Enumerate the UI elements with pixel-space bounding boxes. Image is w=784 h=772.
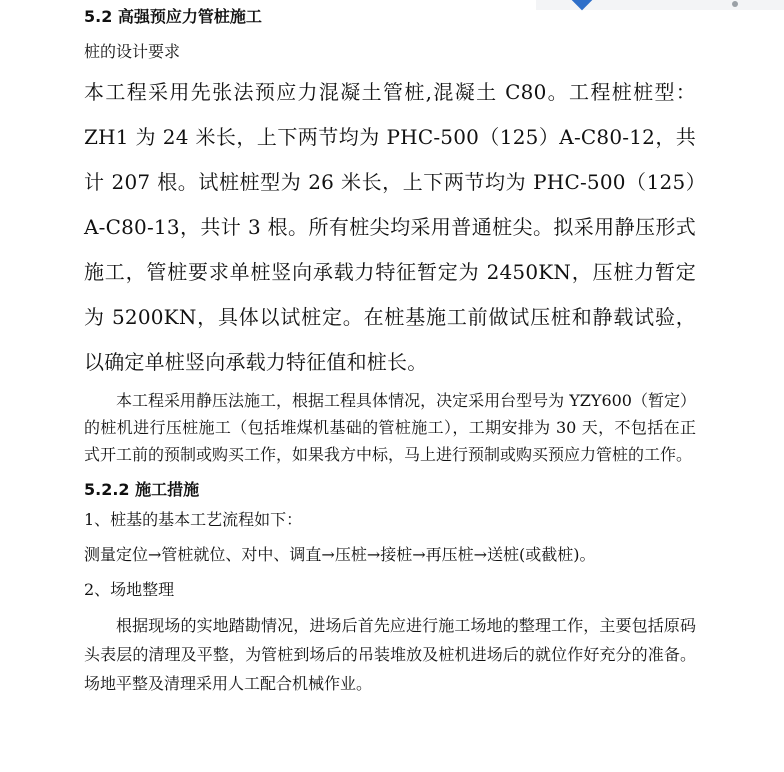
logo-dot-icon (732, 1, 738, 7)
document-page (84, 6, 696, 698)
section-heading: 5.2 高强预应力管桩施工 (84, 7, 262, 26)
process-flow-text: 测量定位→管桩就位、对中、调直→压桩→接桩→再压桩→送桩(或截桩)。 (84, 545, 596, 564)
measures-heading: 5.2.2 施工措施 (84, 480, 200, 499)
construction-method-paragraph: 本工程采用静压法施工，根据工程具体情况，决定采用台型号为 YZY600（暂定）的桩机进行压桩施工（包括堆煤机基础的管桩施工），工期安排为 30 天，不包括在正式开工前的预制或购买工作，如果我方中标，马上进行预制或购买预应力管桩的工作。 (84, 391, 696, 464)
site-preparation-paragraph: 根据现场的实地踏勘情况，进场后首先应进行施工场地的整理工作，主要包括原码头表层的清理及平整，为管桩到场后的吊装堆放及桩机进场后的就位作好充分的准备。场地平整及清理采用人工配合机械作业。 (84, 616, 696, 693)
list-item-site-title: 2、场地整理 (84, 580, 175, 599)
subheading: 桩的设计要求 (84, 42, 181, 61)
design-requirements-paragraph: 本工程采用先张法预应力混凝土管桩,混凝土 C80。工程桩桩型：ZH1 为 24 米长，上下两节均为 PHC-500（125）A-C80-12，共计 207 根。试桩桩型为 26 米长，上下两节均为 PHC-500（125）A-C80-13，共计 3 根。所有桩尖均采用普通桩尖。拟采用静压形式施工，管桩要求单桩竖向承载力特征暂定为 2450KN，压桩力暂定为 5200KN，具体以试桩定。在桩基施工前做试压桩和静载试验，以确定单桩竖向承载力特征值和桩长。 (84, 80, 696, 374)
list-item-process-title: 1、桩基的基本工艺流程如下： (84, 510, 303, 529)
